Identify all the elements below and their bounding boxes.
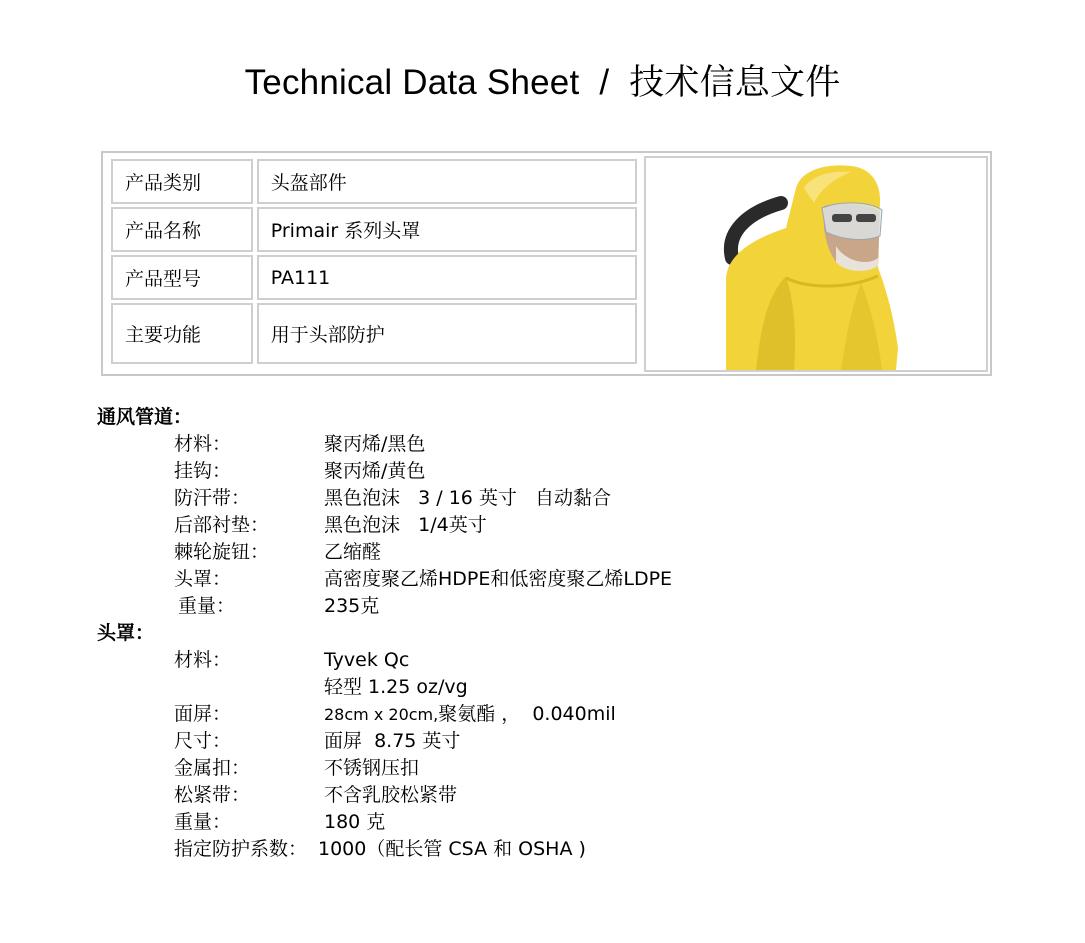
hood-elastic-key: 松紧带： bbox=[174, 784, 251, 806]
table-row bbox=[111, 207, 637, 252]
specifications bbox=[97, 404, 997, 863]
function-value: 用于头部防护 bbox=[257, 303, 637, 364]
page-title bbox=[0, 55, 1085, 105]
product-image-cell bbox=[644, 156, 988, 372]
duct-ratchet-value: 乙缩醛 bbox=[324, 541, 382, 563]
duct-sweatband-key: 防汗带： bbox=[174, 487, 251, 509]
duct-hook-value: 聚丙烯/黄色 bbox=[324, 460, 426, 482]
title-separator: / bbox=[599, 63, 610, 102]
category-label: 产品类别 bbox=[111, 159, 253, 204]
list-item bbox=[97, 674, 997, 701]
list-item bbox=[97, 782, 997, 809]
product-info-table bbox=[107, 156, 641, 367]
hood-weight-value: 180 克 bbox=[324, 811, 386, 833]
product-photo-yellow-hood-icon bbox=[646, 158, 986, 370]
title-chinese: 技术信息文件 bbox=[629, 63, 841, 102]
duct-back-pad-key: 后部衬垫： bbox=[174, 514, 270, 536]
product-info-box bbox=[101, 151, 992, 376]
table-row bbox=[111, 159, 637, 204]
list-item bbox=[97, 809, 997, 836]
hood-material-weight-value: 轻型 1.25 oz/vg bbox=[324, 676, 468, 698]
duct-ratchet-key: 棘轮旋钮： bbox=[174, 541, 270, 563]
list-item bbox=[97, 458, 997, 485]
category-value: 头盔部件 bbox=[257, 159, 637, 204]
duct-sweatband-value: 黑色泡沫 3 / 16 英寸 自动黏合 bbox=[324, 487, 612, 509]
hood-material-value: Tyvek Qc bbox=[324, 649, 410, 671]
hood-elastic-value: 不含乳胶松紧带 bbox=[324, 784, 458, 806]
hood-size-value: 面屏 8.75 英寸 bbox=[324, 730, 461, 752]
name-label: 产品名称 bbox=[111, 207, 253, 252]
hood-snap-value: 不锈钢压扣 bbox=[324, 757, 420, 779]
hood-snap-key: 金属扣： bbox=[174, 757, 251, 779]
model-label: 产品型号 bbox=[111, 255, 253, 300]
duct-section-title: 通风管道： bbox=[97, 406, 193, 428]
list-item bbox=[97, 647, 997, 674]
hood-faceshield-key: 面屏： bbox=[174, 703, 232, 725]
list-item bbox=[97, 566, 997, 593]
table-row bbox=[111, 255, 637, 300]
list-item bbox=[97, 431, 997, 458]
hood-faceshield-value bbox=[324, 701, 616, 728]
duct-hood-value: 高密度聚乙烯HDPE和低密度聚乙烯LDPE bbox=[324, 568, 673, 590]
list-item bbox=[97, 539, 997, 566]
table-row bbox=[111, 303, 637, 364]
duct-back-pad-value: 黑色泡沫 1/4英寸 bbox=[324, 514, 487, 536]
duct-weight-key: 重量： bbox=[178, 595, 236, 617]
hood-size-key: 尺寸： bbox=[174, 730, 232, 752]
list-item bbox=[97, 836, 997, 863]
duct-material-value: 聚丙烯/黑色 bbox=[324, 433, 426, 455]
duct-hood-key: 头罩： bbox=[174, 568, 232, 590]
hood-apf-key: 指定防护系数： bbox=[174, 838, 308, 860]
hood-faceshield-size: 28cm x 20cm, bbox=[324, 705, 439, 724]
hood-material-key: 材料： bbox=[174, 649, 232, 671]
model-value: PA111 bbox=[257, 255, 637, 300]
hood-weight-key: 重量： bbox=[174, 811, 232, 833]
list-item bbox=[97, 593, 997, 620]
list-item bbox=[97, 485, 997, 512]
hood-section-title: 头罩： bbox=[97, 622, 155, 644]
hood-apf-value: 1000（配长管 CSA 和 OSHA ) bbox=[318, 838, 586, 860]
duct-material-key: 材料： bbox=[174, 433, 232, 455]
list-item bbox=[97, 512, 997, 539]
title-english: Technical Data Sheet bbox=[244, 63, 580, 102]
name-value: Primair 系列头罩 bbox=[257, 207, 637, 252]
list-item bbox=[97, 701, 997, 728]
list-item bbox=[97, 755, 997, 782]
function-label: 主要功能 bbox=[111, 303, 253, 364]
duct-weight-value: 235克 bbox=[324, 595, 380, 617]
list-item bbox=[97, 728, 997, 755]
hood-faceshield-material: 聚氨酯 ， 0.040mil bbox=[438, 703, 616, 725]
duct-hook-key: 挂钩： bbox=[174, 460, 232, 482]
